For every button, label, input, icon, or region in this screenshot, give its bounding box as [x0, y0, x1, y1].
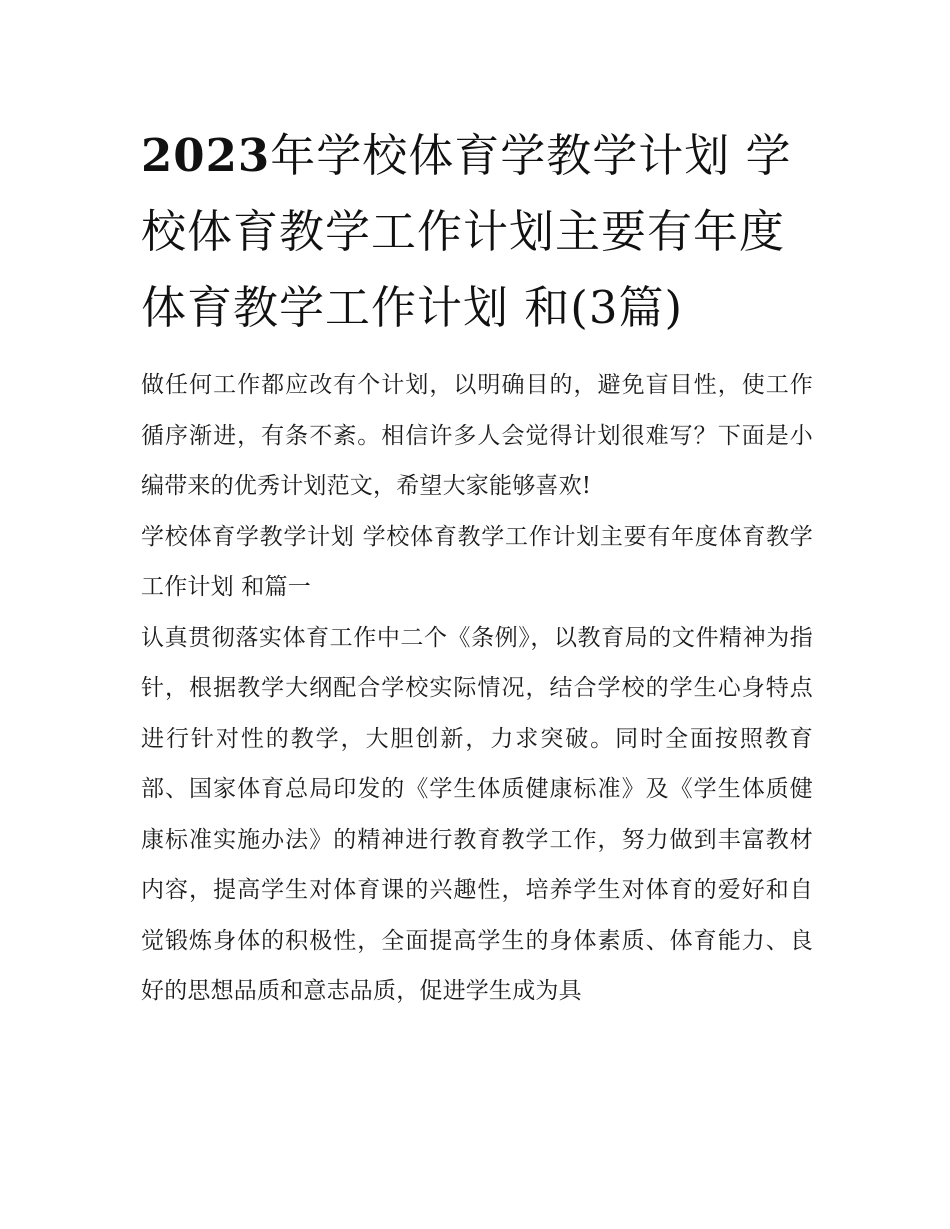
- document-body: [141, 360, 813, 1017]
- section-heading: 学校体育学教学计划 学校体育教学工作计划主要有年度体育教学工作计划 和篇一: [141, 523, 813, 600]
- title-year: 2023: [141, 129, 271, 182]
- document-content: [141, 118, 813, 1017]
- body-paragraph: 认真贯彻落实体育工作中二个《条例》，以教育局的文件精神为指针，根据教学大纲配合学校实际情况，结合学校的学生心身特点进行针对性的教学，大胆创新，力求突破。同时全面按照教育部、国家体育总局印发的《学生体质健康标准》及《学生体质健康标准实施办法》的精神进行教育教学工作，努力做到丰富教材内容，提高学生对体育课的兴趣性，培养学生对体育的爱好和自觉锻炼身体的积极性，全面提高学生的身体素质、体育能力、良好的思想品质和意志品质，促进学生成为具: [141, 624, 813, 1004]
- title-text: 年学校体育学教学计划 学校体育教学工作计划主要有年度体育教学工作计划 和(3篇): [141, 129, 792, 334]
- intro-paragraph: 做任何工作都应改有个计划，以明确目的，避免盲目性，使工作循序渐进，有条不紊。相信许多人会觉得计划很难写？下面是小编带来的优秀计划范文，希望大家能够喜欢!: [141, 372, 813, 499]
- document-title: [141, 118, 813, 346]
